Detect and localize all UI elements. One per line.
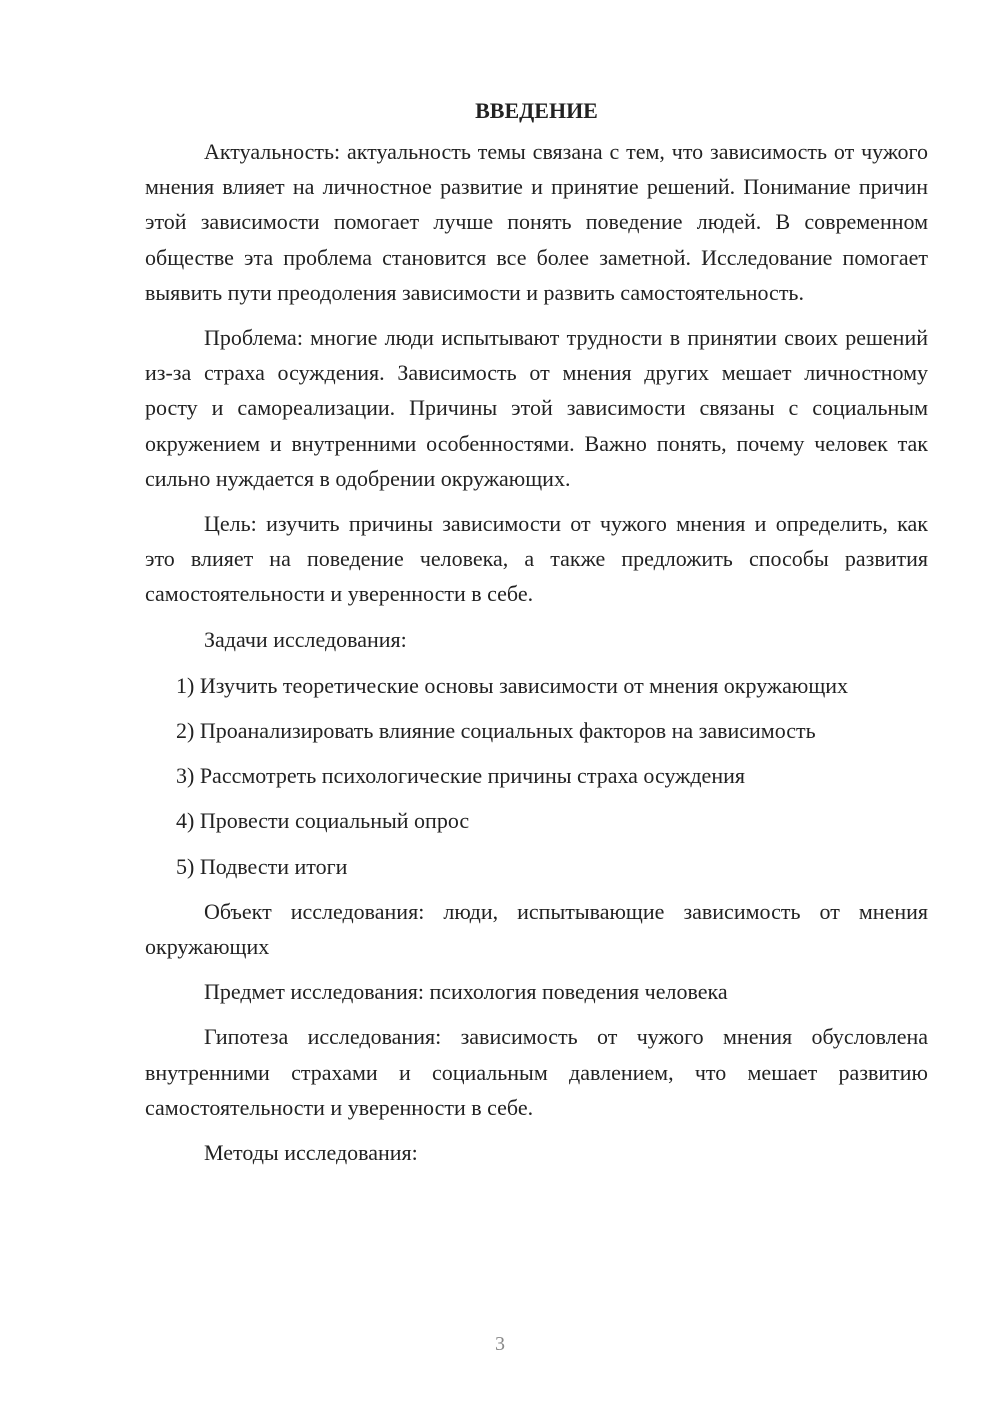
problem-paragraph: Проблема: многие люди испытывают трудности в принятии своих решений из-за страха осуждения. Зависимость от мнения других мешает личностному росту и самореализации. Причины этой зависимости связаны с социальным окружением и внутренними особенностями. Важно понять, почему человек так сильно нуждается в одобрении окружающих.: [145, 325, 928, 491]
object-paragraph: Объект исследования: люди, испытывающие зависимость от мнения окружающих: [145, 898, 928, 960]
subject-paragraph: Предмет исследования: психология поведения человека: [204, 979, 728, 1005]
task-item-3: 3) Рассмотреть психологические причины страха осуждения: [176, 763, 745, 789]
methods-heading: Методы исследования:: [204, 1140, 418, 1166]
hypothesis-paragraph: Гипотеза исследования: зависимость от чужого мнения обусловлена внутренними страхами и социальным давлением, что мешает развитию самостоятельности и уверенности в себе.: [145, 1024, 928, 1120]
task-item-5: 5) Подвести итоги: [176, 853, 348, 879]
tasks-heading: Задачи исследования:: [204, 626, 407, 652]
page-content: [145, 95, 928, 1180]
task-item-4: 4) Провести социальный опрос: [176, 808, 470, 834]
goal-paragraph: Цель: изучить причины зависимости от чужого мнения и определить, как это влияет на поведение человека, а также предложить способы развития самостоятельности и уверенности в себе.: [145, 511, 928, 607]
task-item-1: 1) Изучить теоретические основы зависимости от мнения окружающих: [176, 672, 849, 698]
page-number: 3: [495, 1333, 505, 1355]
relevance-paragraph: Актуальность: актуальность темы связана с тем, что зависимость от чужого мнения влияет на личностное развитие и принятие решений. Понимание причин этой зависимости помогает лучше понять поведение людей. В современном обществе эта проблема становится все более заметной. Исследование помогает выявить пути преодоления зависимости и развить самостоятельность.: [145, 139, 928, 305]
task-item-2: 2) Проанализировать влияние социальных факторов на зависимость: [176, 718, 816, 744]
page-title: ВВЕДЕНИЕ: [475, 98, 598, 123]
